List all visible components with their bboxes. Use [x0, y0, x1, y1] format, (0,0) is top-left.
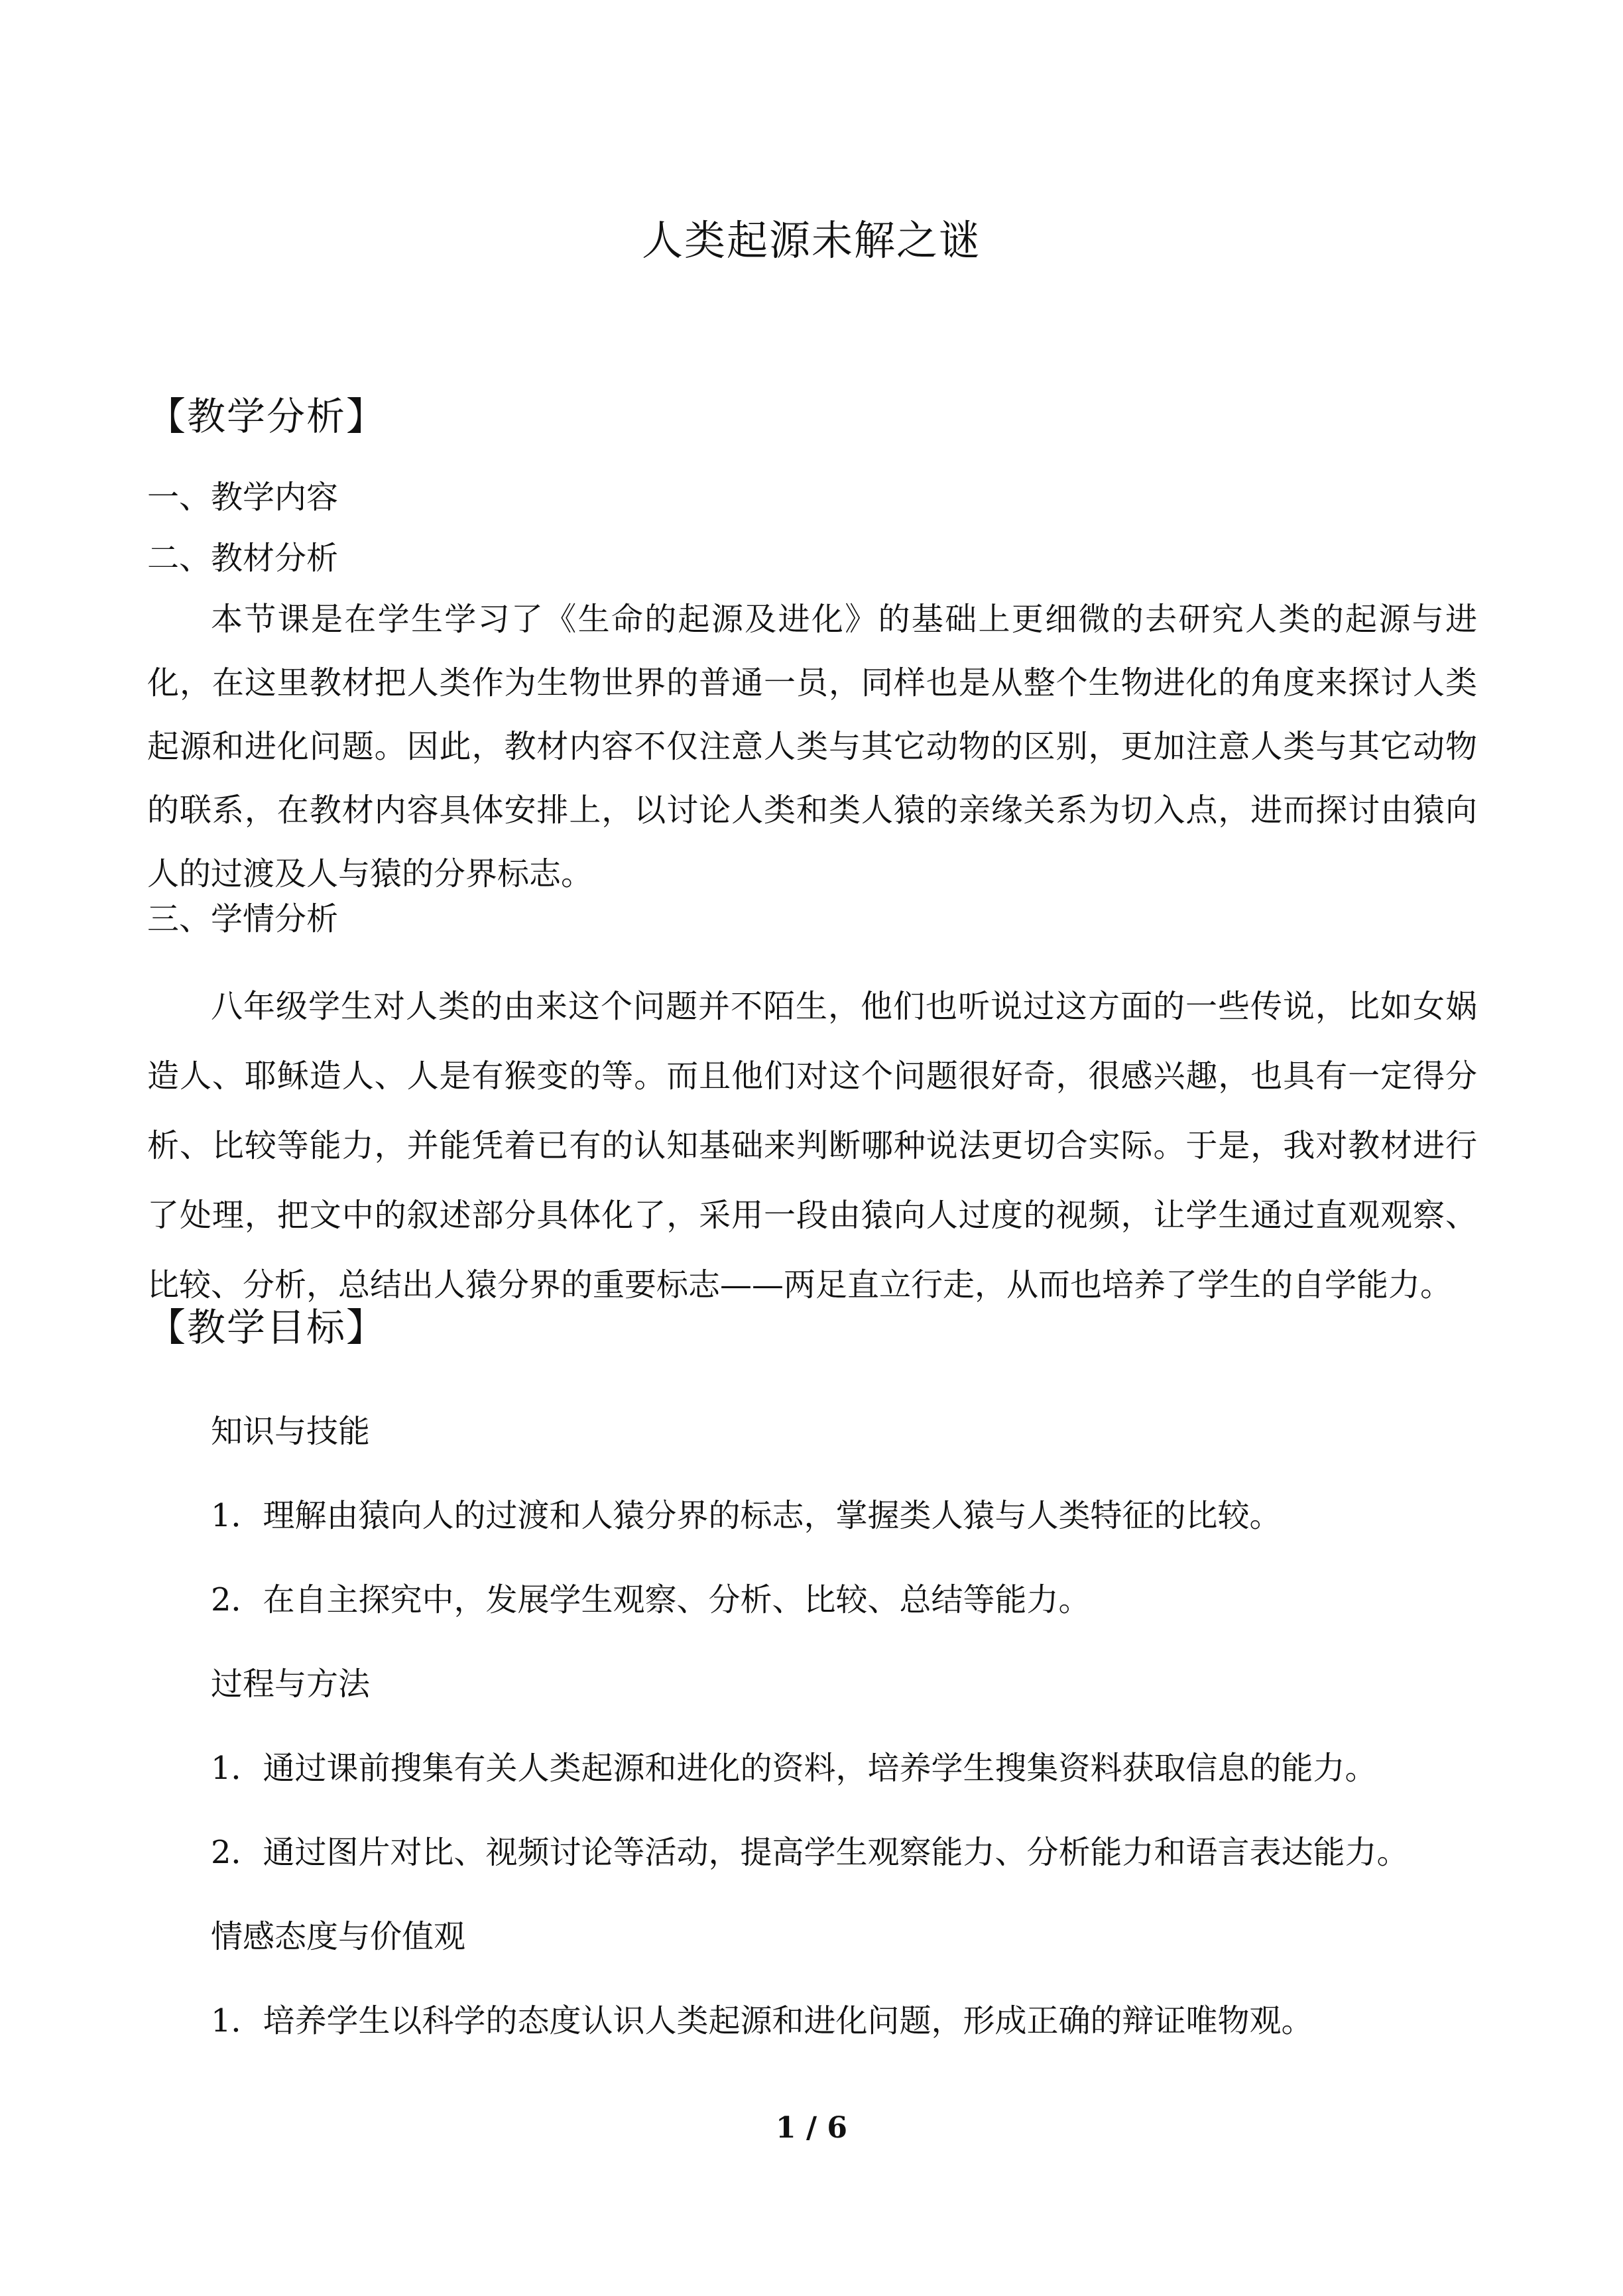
paragraph-textbook-analysis: 本节课是在学生学习了《生命的起源及进化》的基础上更细微的去研究人类的起源与进化，在这里教材把人类作为生物世界的普通一员，同样也是从整个生物进化的角度来探讨人类起源和进化问题。因此，教材内容不仅注意人类与其它动物的区别，更加注意人类与其它动物的联系，在教材内容具体安排上，以讨论人类和类人猿的亲缘关系为切入点，进而探讨由猿向人的过渡及人与猿的分界标志。	[147, 601, 1477, 892]
item-teaching-content: 一、教学内容	[147, 479, 339, 516]
subheading-knowledge-skills: 知识与技能	[211, 1413, 371, 1450]
subheading-emotion-values: 情感态度与价值观	[211, 1918, 466, 1955]
section-heading-teaching-analysis: 【教学分析】	[147, 394, 387, 439]
page-number: 1 / 6	[776, 2111, 847, 2145]
item-textbook-analysis: 二、教材分析	[147, 540, 339, 577]
objective-knowledge-2: 2．在自主探究中，发展学生观察、分析、比较、总结等能力。	[211, 1581, 1091, 1618]
objective-process-1: 1．通过课前搜集有关人类起源和进化的资料，培养学生搜集资料获取信息的能力。	[211, 1750, 1377, 1787]
objective-emotion-1: 1．培养学生以科学的态度认识人类起源和进化问题，形成正确的辩证唯物观。	[211, 2002, 1313, 2039]
document-title: 人类起源未解之谜	[641, 216, 981, 265]
item-student-analysis: 三、学情分析	[147, 900, 339, 937]
subheading-process-methods: 过程与方法	[211, 1665, 371, 1703]
objective-process-2: 2．通过图片对比、视频讨论等活动，提高学生观察能力、分析能力和语言表达能力。	[211, 1834, 1409, 1871]
paragraph-student-analysis: 八年级学生对人类的由来这个问题并不陌生，他们也听说过这方面的一些传说，比如女娲造人、耶稣造人、人是有猴变的等。而且他们对这个问题很好奇，很感兴趣，也具有一定得分析、比较等能力，并能凭着已有的认知基础来判断哪种说法更切合实际。于是，我对教材进行了处理，把文中的叙述部分具体化了，采用一段由猿向人过度的视频，让学生通过直观观察、比较、分析，总结出人猿分界的重要标志——两足直立行走，从而也培养了学生的自学能力。	[147, 988, 1477, 1303]
objective-knowledge-1: 1．理解由猿向人的过渡和人猿分界的标志，掌握类人猿与人类特征的比较。	[211, 1497, 1282, 1534]
section-heading-teaching-objectives: 【教学目标】	[147, 1305, 387, 1350]
